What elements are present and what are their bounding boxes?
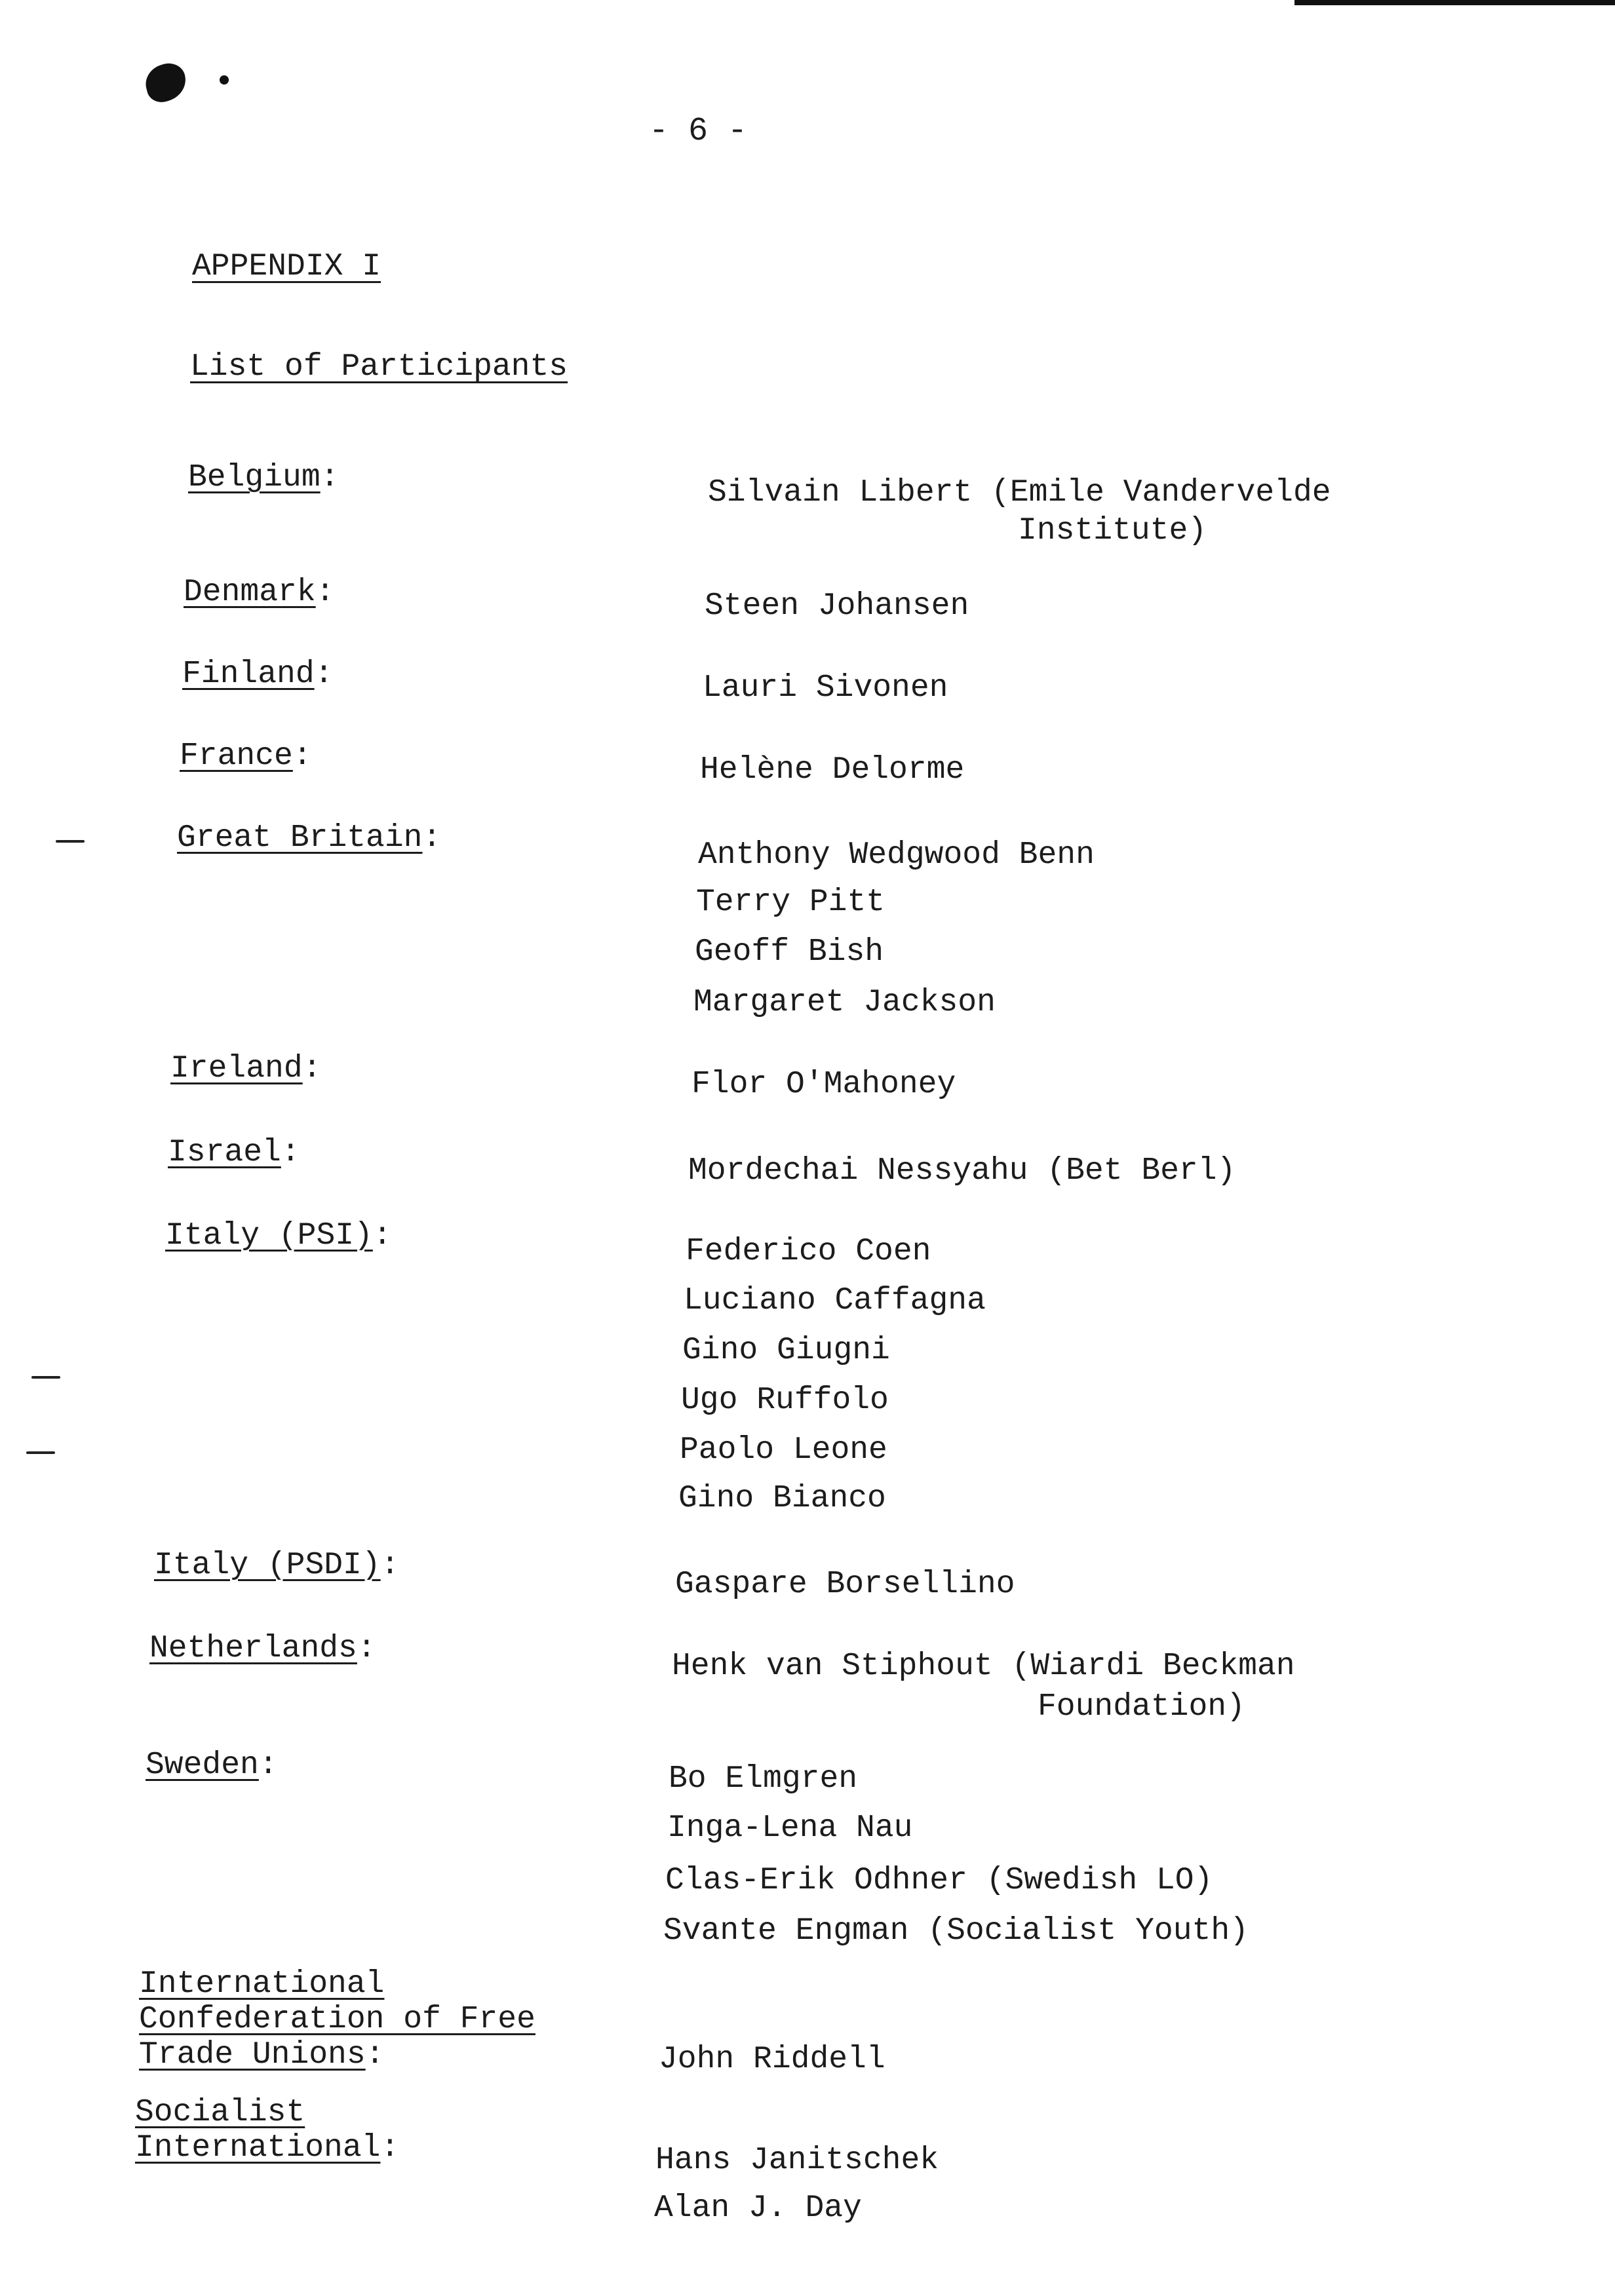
scan-edge-line bbox=[1294, 0, 1615, 5]
country-label: Denmark: bbox=[184, 575, 335, 610]
participant-name: Ugo Ruffolo bbox=[681, 1383, 889, 1418]
country-label: Finland: bbox=[182, 657, 334, 692]
participant-name: Bo Elmgren bbox=[669, 1761, 858, 1797]
punch-mark bbox=[26, 1451, 55, 1454]
country-label: Ireland: bbox=[170, 1051, 322, 1086]
participant-name: Alan J. Day bbox=[654, 2191, 862, 2226]
participant-name: Gaspare Borsellino bbox=[675, 1567, 1015, 1602]
participant-name: Silvain Libert (Emile Vandervelde bbox=[708, 475, 1331, 510]
participant-name: Steen Johansen bbox=[705, 588, 969, 624]
participant-name: Gino Giugni bbox=[682, 1333, 890, 1368]
country-label: Sweden: bbox=[146, 1748, 278, 1783]
participant-name: Clas-Erik Odhner (Swedish LO) bbox=[665, 1863, 1213, 1898]
participant-name: Institute) bbox=[1018, 513, 1207, 548]
appendix-title: APPENDIX I bbox=[192, 249, 381, 284]
punch-mark bbox=[56, 840, 85, 843]
country-label: Netherlands: bbox=[149, 1631, 376, 1666]
organization-label: International Confederation of Free Trade Unions: bbox=[139, 1966, 535, 2073]
country-label: Great Britain: bbox=[177, 820, 442, 856]
participant-name: Anthony Wedgwood Benn bbox=[698, 837, 1095, 873]
participant-name: John Riddell bbox=[659, 2042, 885, 2077]
ink-dot bbox=[220, 75, 229, 85]
punch-mark bbox=[31, 1376, 60, 1379]
participant-name: Flor O'Mahoney bbox=[691, 1067, 956, 1102]
participant-name: Lauri Sivonen bbox=[703, 670, 948, 706]
country-label: Italy (PSDI): bbox=[154, 1548, 400, 1583]
participant-name: Mordechai Nessyahu (Bet Berl) bbox=[688, 1153, 1236, 1189]
participant-name: Geoff Bish bbox=[695, 934, 884, 970]
organization-label: Socialist International: bbox=[135, 2095, 400, 2166]
participant-name: Svante Engman (Socialist Youth) bbox=[663, 1913, 1249, 1949]
participant-name: Terry Pitt bbox=[696, 885, 885, 920]
country-label: Belgium: bbox=[188, 460, 340, 495]
participant-name: Helène Delorme bbox=[700, 752, 965, 788]
list-title: List of Participants bbox=[190, 349, 568, 385]
ink-blot bbox=[142, 60, 190, 105]
participant-name: Inga-Lena Nau bbox=[667, 1810, 913, 1846]
country-label: France: bbox=[180, 738, 312, 774]
participant-name: Gino Bianco bbox=[678, 1481, 886, 1516]
country-label: Italy (PSI): bbox=[165, 1218, 392, 1253]
participant-name: Margaret Jackson bbox=[693, 985, 996, 1020]
participant-name: Foundation) bbox=[1038, 1689, 1245, 1725]
country-label: Israel: bbox=[168, 1135, 300, 1170]
participant-name: Henk van Stiphout (Wiardi Beckman bbox=[672, 1649, 1295, 1684]
participant-name: Hans Janitschek bbox=[655, 2143, 939, 2178]
participant-name: Federico Coen bbox=[686, 1234, 931, 1269]
participant-name: Paolo Leone bbox=[680, 1432, 887, 1468]
page-number: - 6 - bbox=[649, 113, 748, 150]
participant-name: Luciano Caffagna bbox=[684, 1283, 986, 1318]
